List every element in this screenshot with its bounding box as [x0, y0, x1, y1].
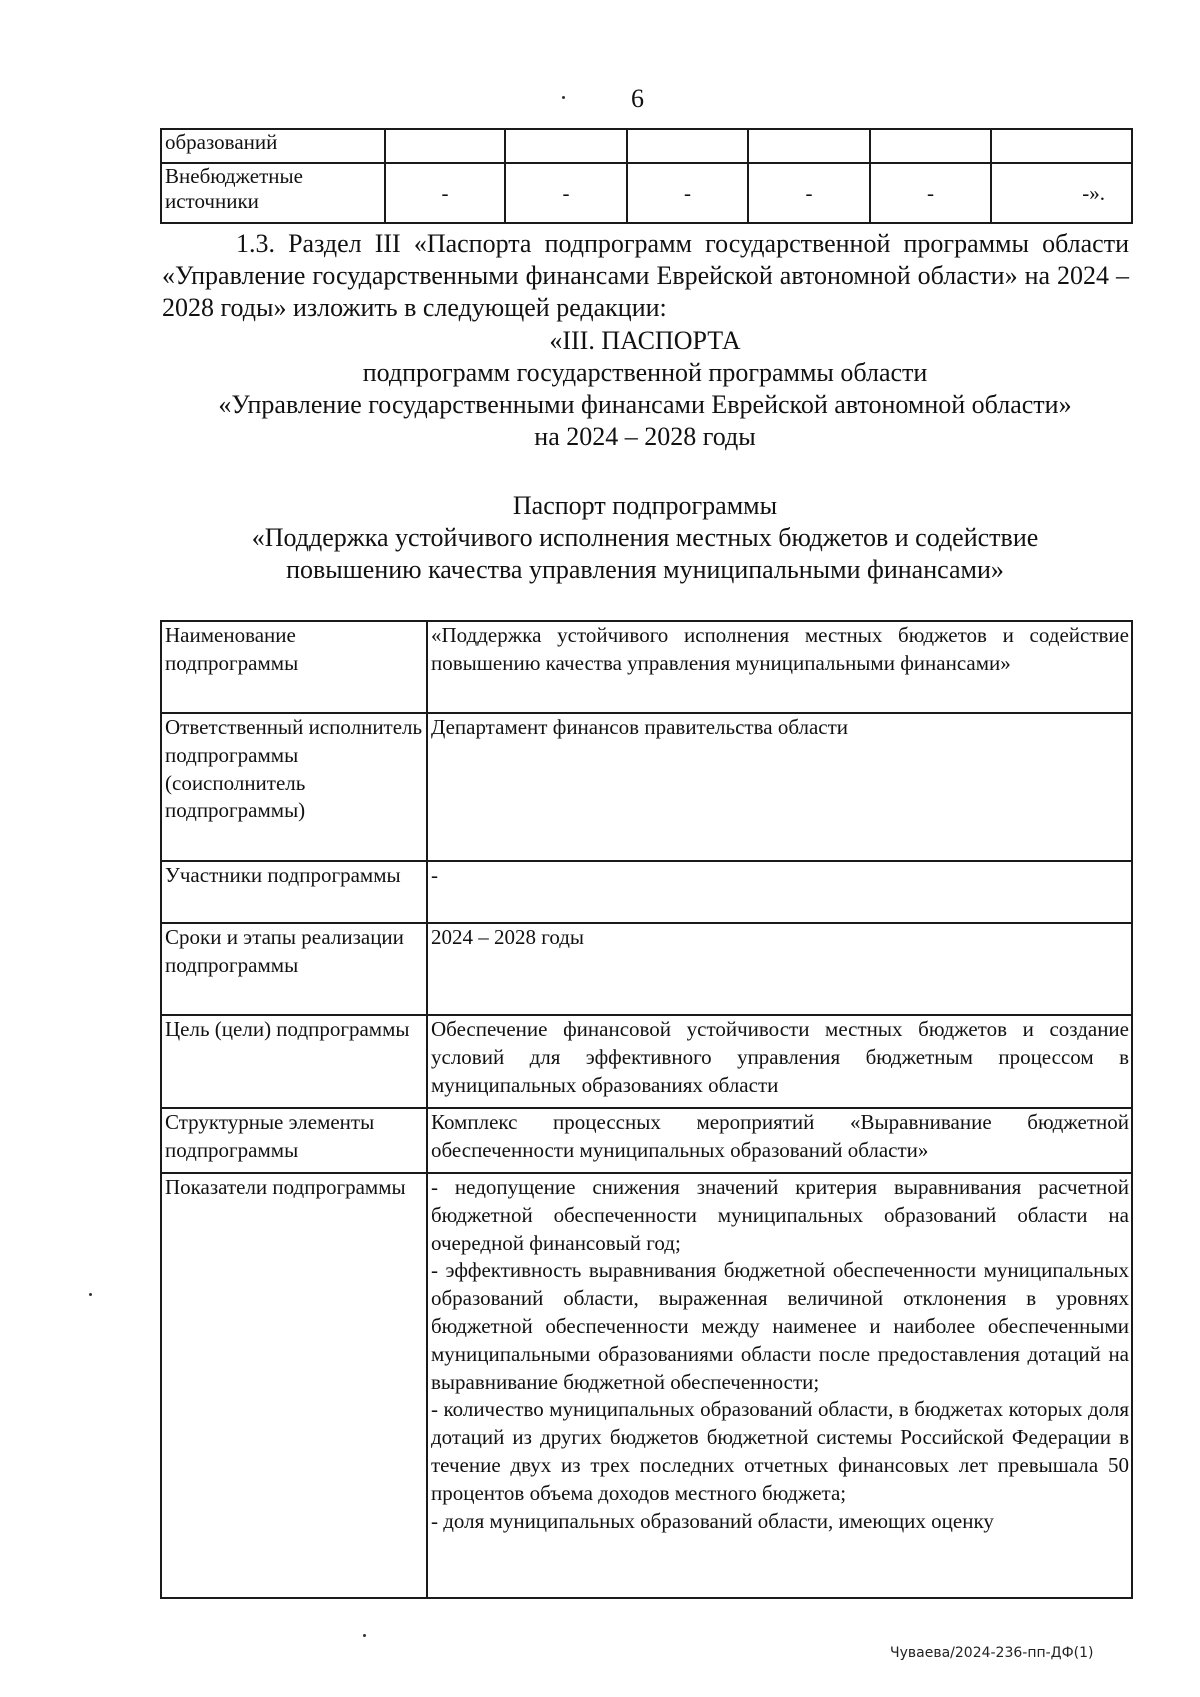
- table-cell: -: [870, 163, 991, 223]
- indicator-item: - недопущение снижения значений критерия выравнивания расчетной бюджетной обеспеченности муниципальных образований области на очередной финансовый год;: [431, 1175, 1129, 1255]
- table-cell: [748, 129, 870, 163]
- section-title-line-3: «Управление государственными финансами Еврейской автономной области»: [218, 390, 1072, 419]
- section-title-line-2: подпрограмм государственной программы области: [362, 358, 928, 387]
- row-label: Наименование подпрограммы: [161, 621, 427, 713]
- table-cell: -: [627, 163, 748, 223]
- row-value: Департамент финансов правительства области: [427, 713, 1132, 861]
- table-cell: [991, 129, 1132, 163]
- row-label: Ответственный исполнитель подпрограммы (соисполнитель подпрограммы): [161, 713, 427, 861]
- row-label: Цель (цели) подпрограммы: [161, 1015, 427, 1108]
- table-cell: [870, 129, 991, 163]
- row-value: 2024 – 2028 годы: [427, 923, 1132, 1015]
- table-cell: [627, 129, 748, 163]
- table-cell: [385, 129, 505, 163]
- row-label: Участники подпрограммы: [161, 861, 427, 923]
- passport-title-line-3: повышению качества управления муниципальными финансами»: [286, 555, 1004, 584]
- table-cell: [505, 129, 627, 163]
- table-row: [161, 1173, 1132, 1598]
- table-row: [161, 923, 1132, 1015]
- passport-title-line-1: Паспорт подпрограммы: [512, 491, 778, 520]
- row-value: -: [427, 861, 1132, 923]
- scan-speck: [89, 1293, 92, 1296]
- row-value: Комплекс процессных мероприятий «Выравнивание бюджетной обеспеченности муниципальных образований области»: [427, 1108, 1132, 1173]
- table-cell: -: [385, 163, 505, 223]
- table-cell: -: [748, 163, 870, 223]
- table-row: [161, 861, 1132, 923]
- row-value: [427, 1173, 1132, 1598]
- amendment-paragraph: 1.3. Раздел III «Паспорта подпрограмм государственной программы области «Управление государственными финансами Еврейской автономной области» на 2024 – 2028 годы» изложить в следующей редакции:: [162, 229, 1129, 322]
- section-title-line-4: на 2024 – 2028 годы: [534, 422, 756, 451]
- table-row: [161, 621, 1132, 713]
- table-row: [161, 713, 1132, 861]
- row-label: Внебюджетные источники: [161, 163, 385, 223]
- row-value: «Поддержка устойчивого исполнения местных бюджетов и содействие повышению качества управления муниципальными финансами»: [427, 621, 1132, 713]
- table-row: [161, 129, 1132, 163]
- table-row: [161, 1108, 1132, 1173]
- indicator-item: - количество муниципальных образований области, в бюджетах которых доля дотаций из других бюджетов бюджетной системы Российской Федерации в течение двух из трех последних отчетных финансовых лет превышала 50 процентов объема доходов местного бюджета;: [431, 1397, 1129, 1505]
- table-row: [161, 1015, 1132, 1108]
- page-number: 6: [631, 84, 644, 113]
- row-label: образований: [161, 129, 385, 163]
- scan-speck: [363, 1634, 366, 1637]
- scan-speck: [562, 96, 565, 99]
- document-footer-code: Чуваева/2024-236-пп-ДФ(1): [890, 1645, 1094, 1661]
- row-label: Показатели подпрограммы: [161, 1173, 427, 1598]
- row-label: Структурные элементы подпрограммы: [161, 1108, 427, 1173]
- table-cell: -: [505, 163, 627, 223]
- indicator-item: - эффективность выравнивания бюджетной обеспеченности муниципальных образований области, выраженная величиной отклонения в уровнях бюджетной обеспеченности между наименее и наиболее обеспеченными муниципальными образованиями области после предоставления дотаций на выравнивание бюджетной обеспеченности;: [431, 1258, 1129, 1394]
- table-row: [161, 163, 1132, 223]
- indicator-item: - доля муниципальных образований области, имеющих оценку: [431, 1508, 994, 1533]
- passport-title-line-2: «Поддержка устойчивого исполнения местных бюджетов и содействие: [251, 523, 1039, 552]
- budget-table: [160, 128, 1133, 224]
- row-value: Обеспечение финансовой устойчивости местных бюджетов и создание условий для эффективного управления бюджетным процессом в муниципальных образованиях области: [427, 1015, 1132, 1108]
- section-title-line-1: «III. ПАСПОРТА: [549, 326, 741, 355]
- row-label: Сроки и этапы реализации подпрограммы: [161, 923, 427, 1015]
- passport-table: [160, 620, 1133, 1599]
- table-cell: -».: [991, 163, 1132, 223]
